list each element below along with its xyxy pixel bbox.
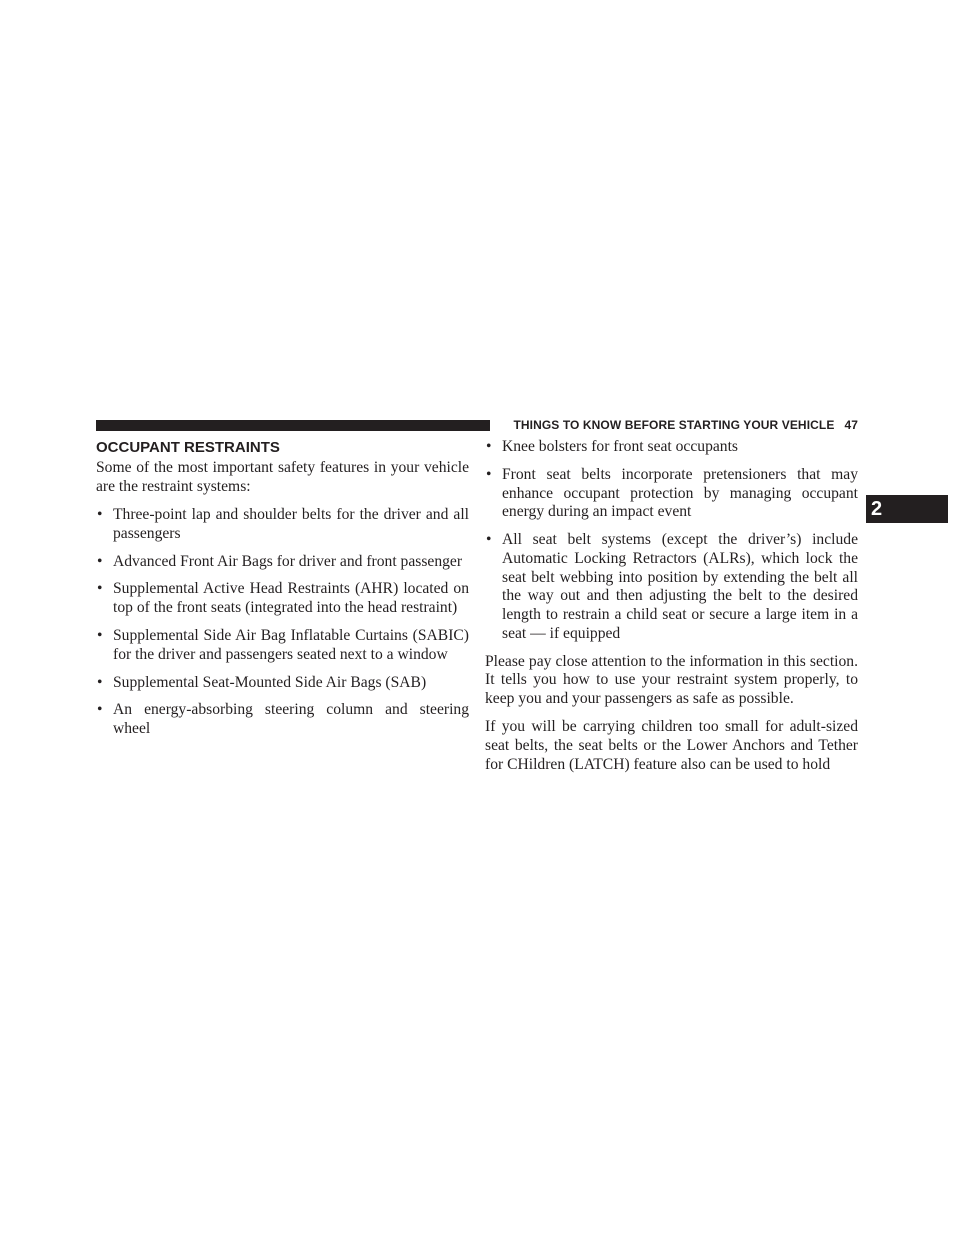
list-item: • Supplemental Seat-Mounted Side Air Bags (SAB) [96,674,469,693]
list-item: • Three-point lap and shoulder belts for the driver and all passengers [96,506,469,543]
list-item: • An energy-absorbing steering column and steering wheel [96,701,469,738]
restraint-list-continued [485,438,858,643]
chapter-tab: 2 [866,495,948,523]
section-heading: OCCUPANT RESTRAINTS [96,439,280,456]
list-item: • Supplemental Side Air Bag Inflatable Curtains (SABIC) for the driver and passengers seated next to a window [96,627,469,664]
intro-paragraph: Some of the most important safety features in your vehicle are the restraint systems: [96,459,469,495]
body-paragraph: Please pay close attention to the information in this section. It tells you how to use your restraint system properly, to keep you and your passengers as safe as possible. [485,652,858,707]
list-item: • Supplemental Active Head Restraints (AHR) located on top of the front seats (integrated into the head restraint) [96,580,469,617]
list-item: • All seat belt systems (except the driver’s) include Automatic Locking Retractors (ALRs), which lock the seat belt webbing into position by extending the belt all the way out and then adjusting the belt to the desired length to restrain a child seat or secure a large item in a seat — if equipped [485,531,858,643]
list-item: • Knee bolsters for front seat occupants [485,438,858,457]
running-header [513,418,858,432]
left-column [96,437,469,748]
body-paragraph: If you will be carrying children too small for adult-sized seat belts, the seat belts or the Lower Anchors and Tether for CHildren (LATCH) feature also can be used to hold [485,718,858,773]
list-item: • Advanced Front Air Bags for driver and front passenger [96,553,469,572]
running-title: THINGS TO KNOW BEFORE STARTING YOUR VEHICLE [513,418,835,432]
list-item: • Front seat belts incorporate pretensioners that may enhance occupant protection by managing occupant energy during an impact event [485,466,858,522]
right-column [485,438,858,784]
header-rule [96,420,490,431]
page-number: 47 [844,418,858,432]
restraint-list [96,506,469,739]
